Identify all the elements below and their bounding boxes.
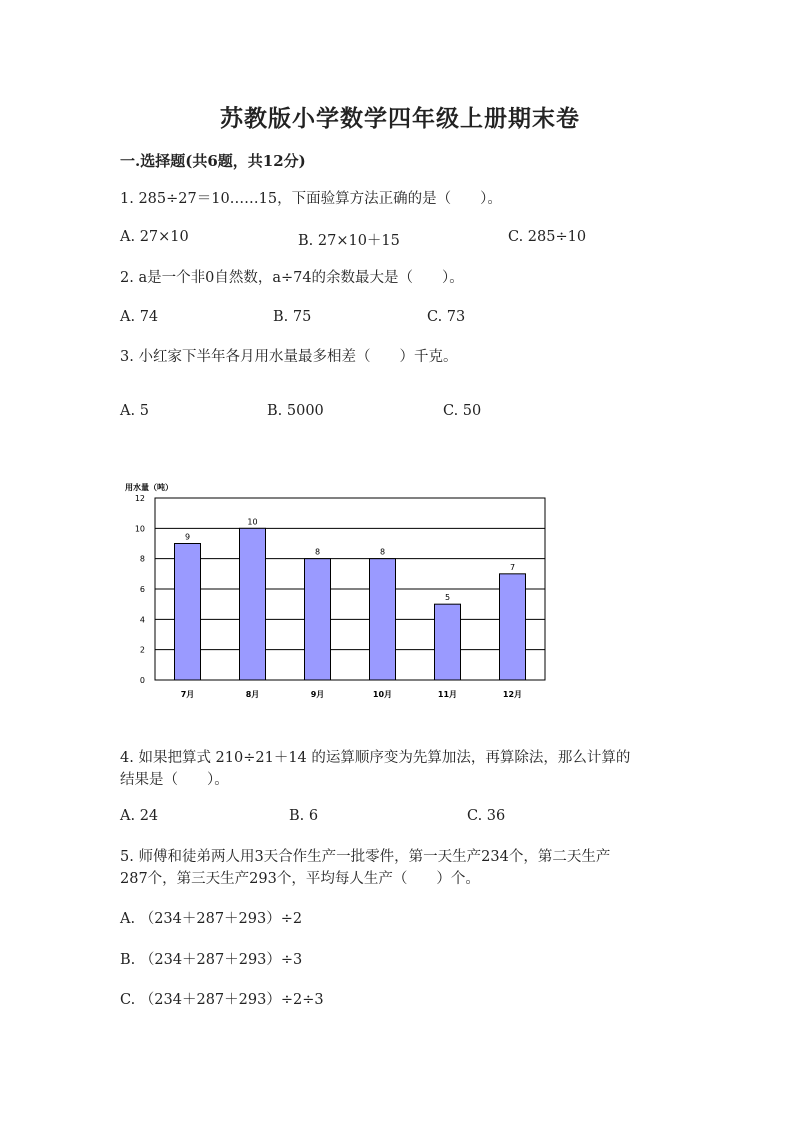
bar (500, 574, 526, 680)
water-usage-bar-chart (118, 478, 558, 703)
question-4-stem-line2: 结果是（ ）。 (120, 772, 229, 788)
question-1-option-c: C. 285÷10 (508, 229, 587, 245)
bar (305, 559, 331, 680)
x-tick-label: 11月 (437, 690, 458, 699)
y-axis-title: 用水量（吨） (125, 483, 173, 492)
x-tick-label: 8月 (245, 690, 260, 699)
question-4-stem-line1: 4. 如果把算式 210÷21＋14 的运算顺序变为先算加法，再算除法，那么计算的 (120, 750, 631, 766)
question-5-stem-line2: 287个，第三天生产293个，平均每人生产（ ）个。 (120, 871, 480, 887)
question-2-stem: 2. a是一个非0自然数，a÷74的余数最大是（ ）。 (120, 270, 464, 286)
bar-value-label: 10 (247, 517, 258, 527)
question-1-option-b: B. 27×10＋15 (298, 233, 400, 249)
bar-value-label: 8 (379, 547, 386, 557)
question-2-option-a: A. 74 (120, 309, 159, 325)
bar-value-label: 9 (184, 532, 191, 542)
question-4-option-a: A. 24 (120, 808, 159, 824)
bar (435, 604, 461, 680)
y-tick-label: 6 (139, 585, 145, 594)
bar (240, 528, 266, 680)
y-tick-label: 4 (139, 615, 145, 625)
question-5-option-c: C. （234＋287＋293）÷2÷3 (120, 992, 324, 1008)
question-3-option-b: B. 5000 (267, 403, 324, 419)
question-5-stem-line1: 5. 师傅和徒弟两人用3天合作生产一批零件，第一天生产234个，第二天生产 (120, 849, 611, 865)
question-3-option-c: C. 50 (443, 403, 482, 419)
bar-value-label: 5 (444, 593, 451, 603)
question-2-option-c: C. 73 (427, 309, 466, 325)
section-heading: 一.选择题(共6题，共12分) (120, 152, 306, 170)
bar (175, 544, 201, 681)
x-tick-label: 9月 (310, 690, 325, 699)
question-4-option-c: C. 36 (467, 808, 506, 824)
question-1-option-a: A. 27×10 (120, 229, 189, 245)
x-tick-label: 10月 (372, 690, 393, 699)
page-title: 苏教版小学数学四年级上册期末卷 (220, 105, 580, 132)
x-tick-label: 12月 (502, 690, 523, 699)
bar-value-label: 8 (314, 547, 321, 557)
question-3-option-a: A. 5 (120, 403, 149, 419)
y-tick-label: 2 (139, 645, 145, 655)
question-3-stem: 3. 小红家下半年各月用水量最多相差（ ）千克。 (120, 349, 458, 365)
y-tick-label: 10 (134, 524, 145, 534)
question-2-option-b: B. 75 (273, 309, 312, 325)
question-5-option-b: B. （234＋287＋293）÷3 (120, 952, 303, 968)
chart-grid (155, 498, 545, 680)
bar-value-label: 7 (509, 562, 516, 572)
y-tick-label: 12 (134, 494, 145, 503)
question-1-stem: 1. 285÷27＝10……15，下面验算方法正确的是（ ）。 (120, 191, 502, 207)
question-5-option-a: A. （234＋287＋293）÷2 (120, 911, 303, 927)
y-tick-label: 8 (139, 554, 145, 564)
chart-bars (175, 528, 526, 680)
y-tick-label: 0 (139, 676, 145, 685)
question-4-option-b: B. 6 (289, 808, 319, 824)
x-tick-label: 7月 (180, 690, 195, 699)
bar (370, 559, 396, 680)
